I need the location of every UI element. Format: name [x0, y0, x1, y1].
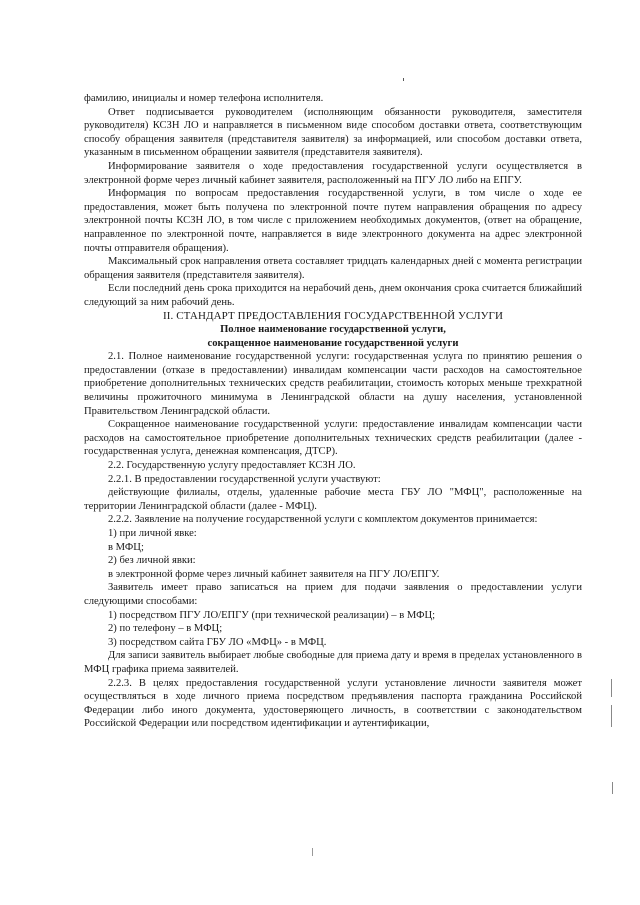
- paragraph: в МФЦ;: [108, 541, 144, 553]
- subheading-line-1: Полное наименование государственной услуги,: [220, 324, 446, 336]
- paragraph: 2.1. Полное наименование государственной услуги: государственная услуга по принятию решения о предоставлении (отказе в предоставлении) инвалидам компенсации части расходов на самостоятельное приобретение дополнительных технических средств реабилитации, стоимость которых меньше трехкратной величины прожиточного минимума в Ленинградской области на душу населения, установленной Правительством Ленинградской области.: [84, 351, 582, 417]
- paragraph: фамилию, инициалы и номер телефона исполнителя.: [84, 93, 324, 104]
- paragraph: в электронной форме через личный кабинет заявителя на ПГУ ЛО/ЕПГУ.: [108, 568, 440, 580]
- paragraph: Для записи заявитель выбирает любые свободные для приема дату и время в пределах установленного в МФЦ графика приема заявителей.: [84, 650, 582, 675]
- scan-mark: [611, 679, 612, 697]
- scan-mark: [611, 705, 612, 727]
- paragraph: 2.2.1. В предоставлении государственной услуги участвуют:: [108, 473, 381, 485]
- paragraph: Информация по вопросам предоставления государственной услуги, в том числе о ходе ее предоставления, может быть получена по электронной почте путем направления обращения по адресу электронной почты КСЗН ЛО, в том числе с приложением необходимых документов, (ответ на обращение, направленное по электронной почте, направляется в виде электронного документа на адрес электронной почты отправителя обращения).: [84, 188, 582, 254]
- subheading: [84, 323, 582, 350]
- paragraph: Заявитель имеет право записаться на прием для подачи заявления о предоставлении услуги следующими способами:: [84, 582, 582, 607]
- paragraph: 2.2. Государственную услугу предоставляет КСЗН ЛО.: [108, 460, 356, 472]
- scan-mark: [312, 848, 313, 856]
- paragraph: 1) при личной явке:: [108, 528, 197, 539]
- paragraph: 2) без личной явки:: [108, 555, 196, 567]
- paragraph: Сокращенное наименование государственной услуги: предоставление инвалидам компенсации части расходов на самостоятельное приобретение дополнительных технических средств реабилитации (далее - государственная услуга, денежная компенсация, ДТСР).: [84, 419, 582, 458]
- scan-mark: [612, 782, 613, 794]
- section-heading: II. СТАНДАРТ ПРЕДОСТАВЛЕНИЯ ГОСУДАРСТВЕННОЙ УСЛУГИ: [162, 309, 504, 322]
- paragraph: 3) посредством сайта ГБУ ЛО «МФЦ» - в МФЦ.: [108, 636, 327, 648]
- paragraph: 2.2.3. В целях предоставления государственной услуги установление личности заявителя может осуществляться в ходе личного приема посредством предъявления паспорта гражданина Российской Федерации либо иного документа, удостоверяющего личность, в соответствии с законодательством Российской Федерации или посредством идентификации и аутентификации,: [84, 677, 582, 730]
- paragraph: действующие филиалы, отделы, удаленные рабочие места ГБУ ЛО "МФЦ", расположенные на территории Ленинградской области (далее - МФЦ).: [84, 487, 582, 512]
- paragraph: Информирование заявителя о ходе предоставления государственной услуги осуществляется в электронной форме через личный кабинет заявителя, расположенный на ПГУ ЛО либо на ЕПГУ.: [84, 160, 582, 186]
- scan-mark: [403, 78, 404, 81]
- intro-paragraphs: [84, 92, 582, 310]
- paragraph: 2.2.2. Заявление на получение государственной услуги с комплектом документов принимается:: [108, 514, 538, 526]
- paragraph: 2) по телефону – в МФЦ;: [108, 623, 223, 635]
- subheading-line-2: сокращенное наименование государственной услуги: [207, 337, 459, 349]
- paragraph: Максимальный срок направления ответа составляет тридцать календарных дней с момента регистрации обращения заявителя (представителя заявителя).: [84, 256, 582, 281]
- section-paragraphs: [84, 350, 582, 731]
- paragraph: 1) посредством ПГУ ЛО/ЕПГУ (при технической реализации) – в МФЦ;: [108, 609, 436, 621]
- paragraph: Если последний день срока приходится на нерабочий день, днем окончания срока считается ближайший следующий за ним рабочий день.: [84, 283, 582, 308]
- document-page: [84, 92, 582, 731]
- paragraph: Ответ подписывается руководителем (исполняющим обязанности руководителя, заместителя руководителя) КСЗН ЛО и направляется в письменном виде способом доставки ответа, соответствующим способу обращения заявителя (представителя заявителя) за информацией, или способом доставки ответа, указанным в письменном обращении заявителя (представителя заявителя).: [84, 106, 582, 159]
